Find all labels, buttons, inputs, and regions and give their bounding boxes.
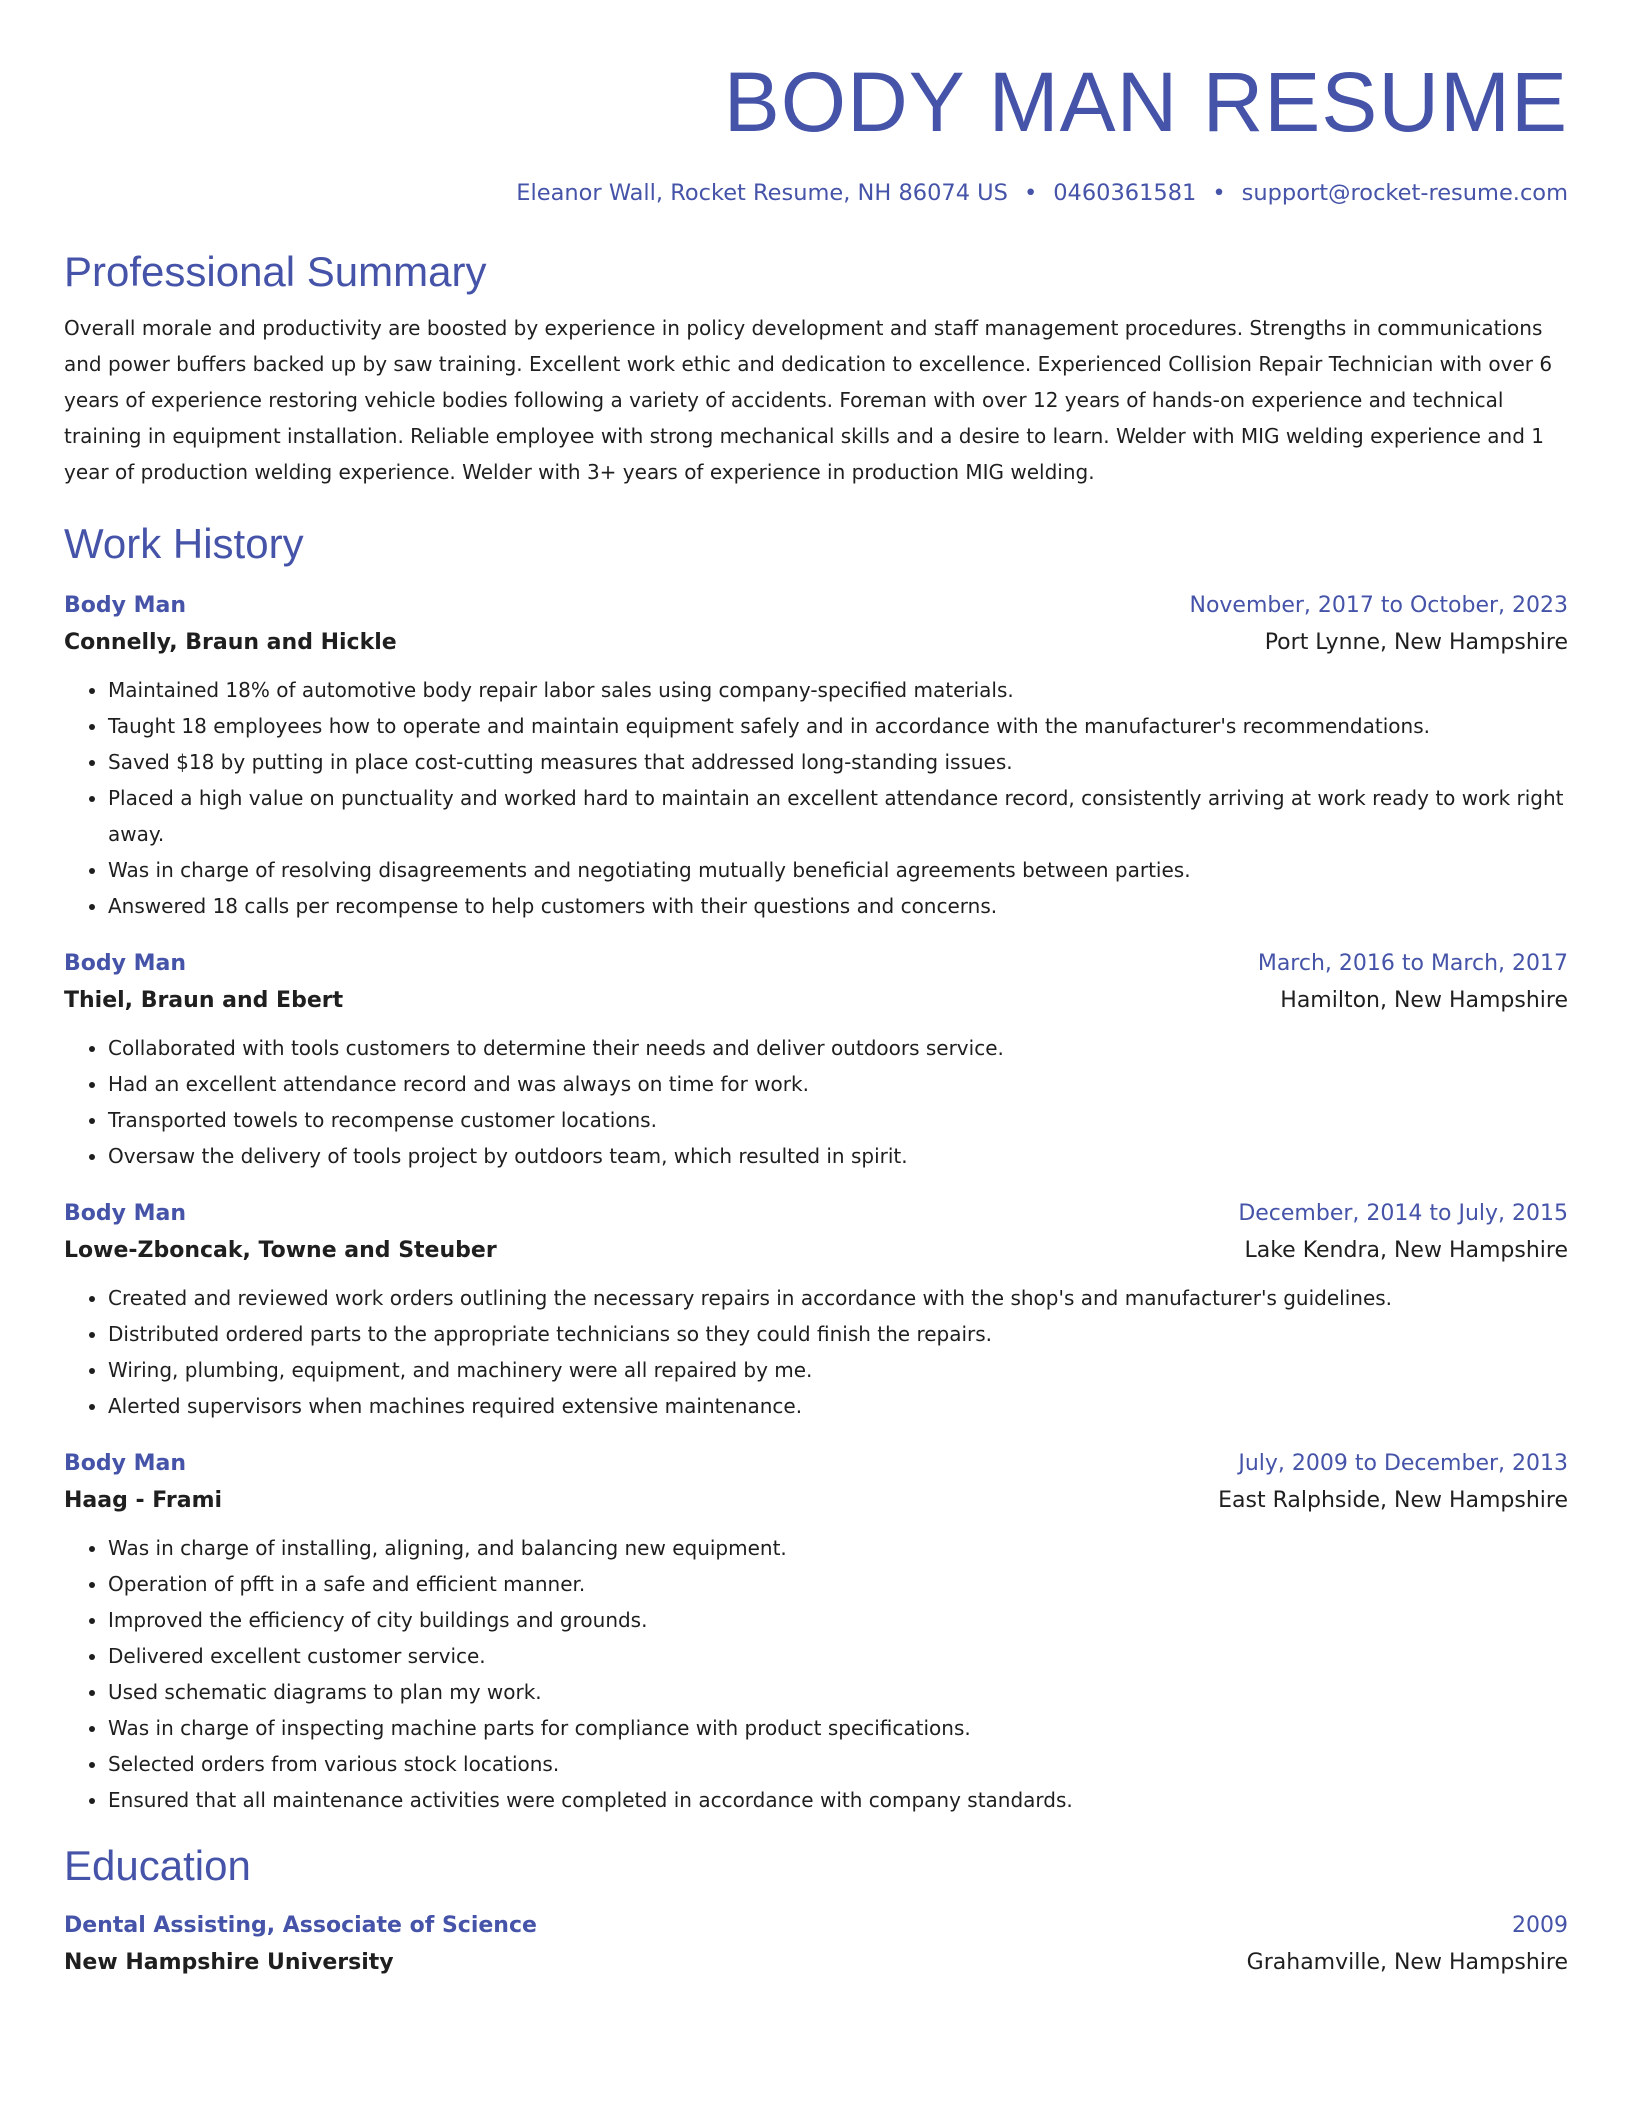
job-entry bbox=[64, 946, 1568, 1174]
job-entry bbox=[64, 1196, 1568, 1424]
job-bullet-item: • Was in charge of inspecting machine parts for compliance with product specifications. bbox=[108, 1710, 1568, 1746]
job-company: Haag - Frami bbox=[64, 1488, 223, 1513]
education-entry bbox=[64, 1908, 1568, 1982]
job-header-row bbox=[64, 588, 1568, 624]
job-bullet-item: • Selected orders from various stock locations. bbox=[108, 1746, 1568, 1782]
resume-header bbox=[64, 0, 1568, 210]
job-bullet-item: • Operation of pfft in a safe and efficient manner. bbox=[108, 1566, 1568, 1602]
education-year: 2009 bbox=[1512, 1913, 1568, 1938]
job-dates: December, 2014 to July, 2015 bbox=[1238, 1201, 1568, 1226]
job-bullets bbox=[64, 1530, 1568, 1818]
job-bullet-item: • Saved $18 by putting in place cost-cutting measures that addressed long-standing issues. bbox=[108, 744, 1568, 780]
job-dates: November, 2017 to October, 2023 bbox=[1189, 593, 1568, 618]
job-bullet-item: • Had an excellent attendance record and was always on time for work. bbox=[108, 1066, 1568, 1102]
job-bullet-item: • Distributed ordered parts to the appropriate technicians so they could finish the repairs. bbox=[108, 1316, 1568, 1352]
job-location: East Ralphside, New Hampshire bbox=[1218, 1488, 1568, 1513]
contact-separator: • bbox=[1023, 180, 1038, 206]
job-company-row bbox=[64, 1482, 1568, 1520]
job-bullet-item: • Taught 18 employees how to operate and maintain equipment safely and in accordance with the manufacturer's recommendations. bbox=[108, 708, 1568, 744]
education-list bbox=[64, 1908, 1568, 1982]
education-school: New Hampshire University bbox=[64, 1950, 394, 1975]
job-company: Lowe-Zboncak, Towne and Steuber bbox=[64, 1238, 497, 1263]
job-bullet-item: • Was in charge of installing, aligning, and balancing new equipment. bbox=[108, 1530, 1568, 1566]
job-bullet-item: • Transported towels to recompense customer locations. bbox=[108, 1102, 1568, 1138]
education-heading: Education bbox=[64, 1842, 251, 1889]
job-bullets bbox=[64, 672, 1568, 924]
job-company-row bbox=[64, 624, 1568, 662]
contact-separator: • bbox=[1212, 180, 1226, 206]
job-bullet-item: • Delivered excellent customer service. bbox=[108, 1638, 1568, 1674]
job-bullet-item: • Alerted supervisors when machines required extensive maintenance. bbox=[108, 1388, 1568, 1424]
education-school-row bbox=[64, 1944, 1568, 1982]
work-history-heading: Work History bbox=[64, 520, 304, 567]
education-header-row bbox=[64, 1908, 1568, 1944]
job-company-row bbox=[64, 982, 1568, 1020]
job-bullet-item: • Wiring, plumbing, equipment, and machinery were all repaired by me. bbox=[108, 1352, 1568, 1388]
job-bullet-item: • Used schematic diagrams to plan my work. bbox=[108, 1674, 1568, 1710]
job-bullet-item: • Ensured that all maintenance activities were completed in accordance with company standards. bbox=[108, 1782, 1568, 1818]
job-bullet-item: • Improved the efficiency of city buildings and grounds. bbox=[108, 1602, 1568, 1638]
job-bullet-item: • Created and reviewed work orders outlining the necessary repairs in accordance with the shop's and manufacturer's guidelines. bbox=[108, 1280, 1568, 1316]
job-company: Connelly, Braun and Hickle bbox=[64, 630, 397, 655]
summary-text: Overall morale and productivity are boosted by experience in policy development and staff management procedures. Strengths in communications and power buffers backed up by saw training. Excellent work ethic and dedication to excellence. Experienced Collision Repair Technician with over 6 years of experience restoring vehicle bodies following a variety of accidents. Foreman with over 12 years of hands-on experience and technical training in equipment installation. Reliable employee with strong mechanical skills and a desire to learn. Welder with MIG welding experience and 1 year of production welding experience. Welder with 3+ years of experience in production MIG welding. bbox=[64, 316, 1553, 484]
job-location: Port Lynne, New Hampshire bbox=[1264, 630, 1568, 655]
job-entry bbox=[64, 1446, 1568, 1818]
job-header-row bbox=[64, 1196, 1568, 1232]
job-role: Body Man bbox=[64, 1451, 187, 1476]
job-dates: July, 2009 to December, 2013 bbox=[1238, 1451, 1568, 1476]
job-bullets bbox=[64, 1280, 1568, 1424]
resume-title: BODY MAN RESUME bbox=[723, 55, 1568, 149]
job-bullet-item: • Was in charge of resolving disagreements and negotiating mutually beneficial agreements between parties. bbox=[108, 852, 1568, 888]
job-role: Body Man bbox=[64, 593, 187, 618]
contact-address: Eleanor Wall, Rocket Resume, NH 86074 US bbox=[516, 180, 1008, 206]
contact-line bbox=[64, 176, 1568, 210]
work-history-list bbox=[64, 588, 1568, 1818]
job-dates: March, 2016 to March, 2017 bbox=[1257, 951, 1568, 976]
summary-heading: Professional Summary bbox=[64, 248, 487, 295]
job-bullet-item: • Answered 18 calls per recompense to help customers with their questions and concerns. bbox=[108, 888, 1568, 924]
job-bullet-item: • Maintained 18% of automotive body repair labor sales using company-specified materials. bbox=[108, 672, 1568, 708]
job-role: Body Man bbox=[64, 951, 187, 976]
job-header-row bbox=[64, 946, 1568, 982]
job-entry bbox=[64, 588, 1568, 924]
job-bullet-item: • Collaborated with tools customers to determine their needs and deliver outdoors service. bbox=[108, 1030, 1568, 1066]
contact-phone: 0460361581 bbox=[1053, 180, 1197, 206]
job-location: Hamilton, New Hampshire bbox=[1280, 988, 1568, 1013]
job-role: Body Man bbox=[64, 1201, 187, 1226]
job-bullet-item: • Placed a high value on punctuality and worked hard to maintain an excellent attendance record, consistently arriving at work ready to work right away. bbox=[108, 780, 1568, 852]
job-header-row bbox=[64, 1446, 1568, 1482]
education-location: Grahamville, New Hampshire bbox=[1246, 1950, 1568, 1975]
job-bullets bbox=[64, 1030, 1568, 1174]
job-company: Thiel, Braun and Ebert bbox=[64, 988, 344, 1013]
job-location: Lake Kendra, New Hampshire bbox=[1244, 1238, 1568, 1263]
job-company-row bbox=[64, 1232, 1568, 1270]
job-bullet-item: • Oversaw the delivery of tools project by outdoors team, which resulted in spirit. bbox=[108, 1138, 1568, 1174]
contact-email: support@rocket-resume.com bbox=[1241, 180, 1568, 206]
education-degree: Dental Assisting, Associate of Science bbox=[64, 1913, 537, 1938]
